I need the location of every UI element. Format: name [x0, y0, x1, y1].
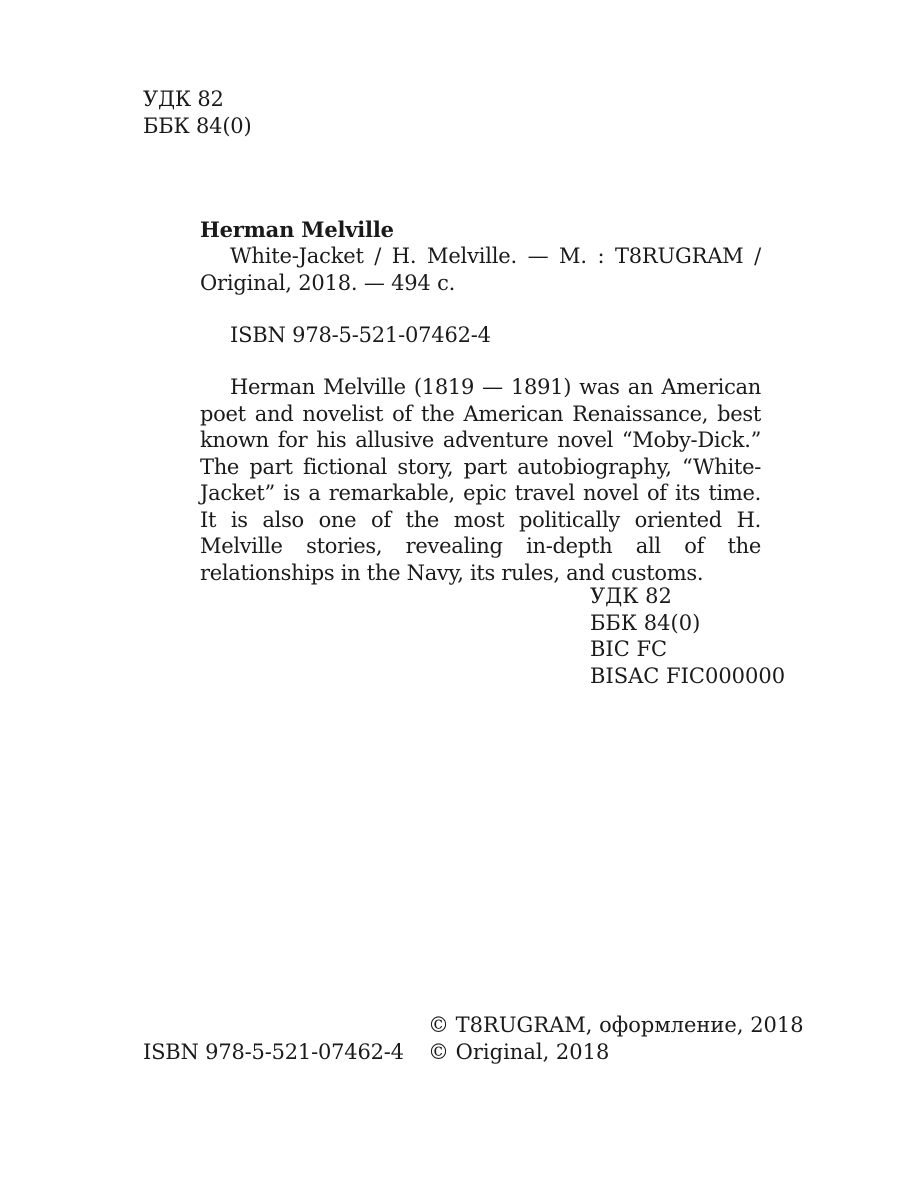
copyright-design: © T8RUGRAM, оформление, 2018: [428, 1013, 804, 1037]
header-udk: УДК 82: [143, 87, 224, 111]
copyright-notices: [428, 1012, 804, 1066]
code-udk: УДК 82: [590, 584, 672, 608]
copyright-original: © Original, 2018: [428, 1040, 610, 1064]
abstract-text: Herman Melville (1819 — 1891) was an American poet and novelist of the American Renaissance, best known for his allusive adventure novel “Moby-Dick.” The part fictional story, part autobiography, “White-Jacket” is a remarkable, epic travel novel of its time. It is also one of the most politically oriented H. Melville stories, revealing in-depth all of the relationships in the Navy, its rules, and customs.: [200, 375, 761, 585]
isbn-main: ISBN 978-5-521-07462-4: [230, 323, 491, 347]
header-bbk: ББК 84(0): [143, 114, 252, 138]
bibliographic-description: White-Jacket / H. Melville. — M. : T8RUGRAM / Original, 2018. — 494 c.: [200, 244, 761, 295]
code-bisac: BISAC FIC000000: [590, 663, 786, 688]
code-bic: BIC FC: [590, 637, 668, 661]
author-name: Herman Melville: [200, 217, 394, 242]
code-bbk: ББК 84(0): [590, 610, 701, 635]
footer-isbn: ISBN 978-5-521-07462-4: [143, 1040, 404, 1064]
classification-codes: [590, 583, 785, 689]
